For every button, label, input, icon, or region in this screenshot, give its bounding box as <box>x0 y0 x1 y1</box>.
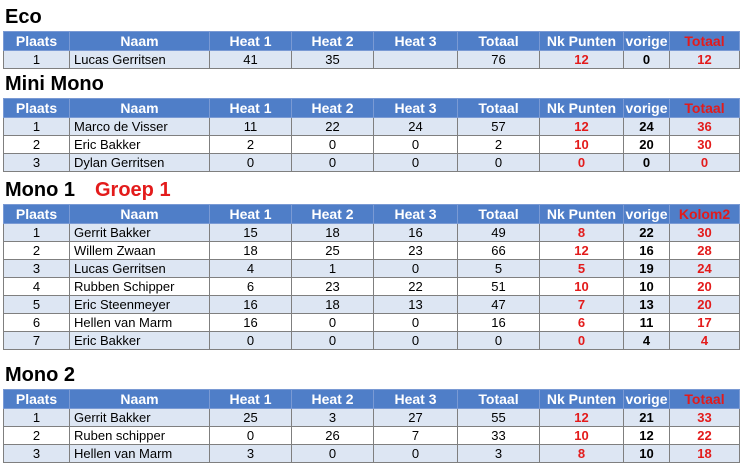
cell-vorige: 22 <box>624 224 670 242</box>
cell-totaal: 3 <box>458 445 540 463</box>
cell-nk-punten: 12 <box>540 51 624 69</box>
table-row <box>4 314 740 332</box>
cell-eindtotaal: 20 <box>670 296 740 314</box>
cell-heat-1: 3 <box>210 445 292 463</box>
table-row <box>4 427 740 445</box>
cell-totaal: 57 <box>458 118 540 136</box>
cell-plaats: 3 <box>4 260 70 278</box>
cell-eindtotaal: 36 <box>670 118 740 136</box>
header-naam: Naam <box>70 390 210 409</box>
cell-heat-2: 0 <box>292 136 374 154</box>
cell-naam: Dylan Gerritsen <box>70 154 210 172</box>
cell-heat-3: 27 <box>374 409 458 427</box>
cell-heat-2: 23 <box>292 278 374 296</box>
cell-nk-punten: 6 <box>540 314 624 332</box>
cell-vorige: 20 <box>624 136 670 154</box>
table-row <box>4 51 740 69</box>
table-row <box>4 154 740 172</box>
header-vorige: vorige <box>625 391 668 407</box>
section-title <box>3 361 739 389</box>
cell-naam: Rubben Schipper <box>70 278 210 296</box>
header-heat-3: Heat 3 <box>374 99 458 118</box>
cell-nk-punten: 5 <box>540 260 624 278</box>
cell-heat-1: 2 <box>210 136 292 154</box>
table-row <box>4 118 740 136</box>
cell-vorige: 16 <box>624 242 670 260</box>
cell-eindtotaal: 18 <box>670 445 740 463</box>
cell-heat-1: 41 <box>210 51 292 69</box>
cell-plaats: 3 <box>4 445 70 463</box>
cell-eindtotaal: 28 <box>670 242 740 260</box>
cell-vorige: 19 <box>624 260 670 278</box>
cell-heat-2: 26 <box>292 427 374 445</box>
section-title-text: Eco <box>5 6 42 28</box>
header-nk-punten: Nk Punten <box>540 390 624 409</box>
cell-plaats: 3 <box>4 154 70 172</box>
cell-totaal: 55 <box>458 409 540 427</box>
cell-heat-1: 18 <box>210 242 292 260</box>
cell-naam: Gerrit Bakker <box>70 409 210 427</box>
results-table <box>3 31 740 69</box>
cell-heat-1: 16 <box>210 296 292 314</box>
header-heat-1: Heat 1 <box>210 205 292 224</box>
cell-eindtotaal: 17 <box>670 314 740 332</box>
header-heat-1: Heat 1 <box>210 390 292 409</box>
cell-heat-3: 22 <box>374 278 458 296</box>
header-heat-2: Heat 2 <box>292 205 374 224</box>
header-naam: Naam <box>70 205 210 224</box>
table-row <box>4 409 740 427</box>
cell-eindtotaal: 33 <box>670 409 740 427</box>
header-totaal: Totaal <box>458 99 540 118</box>
cell-nk-punten: 8 <box>540 445 624 463</box>
cell-naam: Lucas Gerritsen <box>70 260 210 278</box>
section-title-text: Mono 1 <box>5 179 75 201</box>
cell-heat-3: 0 <box>374 445 458 463</box>
table-row <box>4 278 740 296</box>
section-title-text: Mini Mono <box>5 73 104 95</box>
section-title <box>3 70 739 98</box>
cell-naam: Lucas Gerritsen <box>70 51 210 69</box>
cell-plaats: 5 <box>4 296 70 314</box>
cell-eindtotaal: 4 <box>670 332 740 350</box>
cell-heat-2: 18 <box>292 296 374 314</box>
header-vorige: vorige <box>625 33 668 49</box>
cell-vorige: 10 <box>624 445 670 463</box>
cell-plaats: 6 <box>4 314 70 332</box>
cell-heat-1: 16 <box>210 314 292 332</box>
cell-naam: Eric Steenmeyer <box>70 296 210 314</box>
cell-naam: Ruben schipper <box>70 427 210 445</box>
cell-nk-punten: 8 <box>540 224 624 242</box>
cell-nk-punten: 10 <box>540 136 624 154</box>
header-naam: Naam <box>70 32 210 51</box>
cell-naam: Gerrit Bakker <box>70 224 210 242</box>
header-heat-3: Heat 3 <box>374 205 458 224</box>
cell-heat-3: 0 <box>374 154 458 172</box>
header-vorige: vorige <box>625 206 668 222</box>
header-total: Totaal <box>670 99 740 118</box>
results-table <box>3 204 740 350</box>
section-title <box>3 176 739 204</box>
header-total: Totaal <box>670 32 740 51</box>
cell-vorige: 13 <box>624 296 670 314</box>
cell-heat-1: 15 <box>210 224 292 242</box>
cell-totaal: 76 <box>458 51 540 69</box>
cell-naam: Eric Bakker <box>70 136 210 154</box>
header-plaats: Plaats <box>4 32 70 51</box>
header-row <box>4 205 740 224</box>
cell-naam: Marco de Visser <box>70 118 210 136</box>
section-mono-1 <box>3 176 739 350</box>
table-row <box>4 445 740 463</box>
header-row <box>4 390 740 409</box>
cell-naam: Willem Zwaan <box>70 242 210 260</box>
cell-totaal: 51 <box>458 278 540 296</box>
section-group: Groep 1 <box>95 179 171 201</box>
cell-heat-3: 23 <box>374 242 458 260</box>
cell-naam: Eric Bakker <box>70 332 210 350</box>
section-mini-mono <box>3 70 739 172</box>
results-table <box>3 389 740 463</box>
section-mono-2 <box>3 361 739 463</box>
header-totaal: Totaal <box>458 205 540 224</box>
cell-plaats: 2 <box>4 242 70 260</box>
table-row <box>4 224 740 242</box>
cell-plaats: 1 <box>4 118 70 136</box>
header-nk-punten: Nk Punten <box>540 32 624 51</box>
section-title <box>3 3 739 31</box>
cell-heat-2: 25 <box>292 242 374 260</box>
table-row <box>4 296 740 314</box>
cell-heat-1: 0 <box>210 332 292 350</box>
cell-eindtotaal: 24 <box>670 260 740 278</box>
cell-vorige: 24 <box>624 118 670 136</box>
cell-heat-2: 0 <box>292 314 374 332</box>
cell-totaal: 49 <box>458 224 540 242</box>
header-row <box>4 99 740 118</box>
cell-heat-3: 7 <box>374 427 458 445</box>
cell-heat-3: 16 <box>374 224 458 242</box>
header-heat-1: Heat 1 <box>210 99 292 118</box>
cell-vorige: 0 <box>624 154 670 172</box>
header-naam: Naam <box>70 99 210 118</box>
header-heat-2: Heat 2 <box>292 32 374 51</box>
cell-totaal: 5 <box>458 260 540 278</box>
cell-eindtotaal: 12 <box>670 51 740 69</box>
cell-nk-punten: 12 <box>540 409 624 427</box>
header-total: Kolom2 <box>670 205 740 224</box>
header-plaats: Plaats <box>4 390 70 409</box>
cell-nk-punten: 12 <box>540 242 624 260</box>
header-row <box>4 32 740 51</box>
cell-totaal: 2 <box>458 136 540 154</box>
cell-heat-2: 0 <box>292 154 374 172</box>
cell-heat-1: 4 <box>210 260 292 278</box>
header-heat-2: Heat 2 <box>292 390 374 409</box>
header-total: Totaal <box>670 390 740 409</box>
header-totaal: Totaal <box>458 390 540 409</box>
cell-nk-punten: 7 <box>540 296 624 314</box>
cell-heat-1: 6 <box>210 278 292 296</box>
section-title-text: Mono 2 <box>5 364 75 386</box>
header-nk-punten: Nk Punten <box>540 99 624 118</box>
cell-plaats: 1 <box>4 224 70 242</box>
cell-heat-2: 3 <box>292 409 374 427</box>
cell-eindtotaal: 20 <box>670 278 740 296</box>
header-nk-punten: Nk Punten <box>540 205 624 224</box>
cell-plaats: 2 <box>4 136 70 154</box>
cell-plaats: 2 <box>4 427 70 445</box>
cell-heat-2: 0 <box>292 445 374 463</box>
table-row <box>4 136 740 154</box>
cell-heat-1: 11 <box>210 118 292 136</box>
table-row <box>4 260 740 278</box>
header-heat-3: Heat 3 <box>374 32 458 51</box>
cell-heat-3: 13 <box>374 296 458 314</box>
cell-heat-2: 35 <box>292 51 374 69</box>
cell-nk-punten: 10 <box>540 427 624 445</box>
section-eco <box>3 3 739 69</box>
cell-heat-3 <box>374 51 458 69</box>
table-row <box>4 332 740 350</box>
cell-vorige: 21 <box>624 409 670 427</box>
cell-heat-3: 0 <box>374 260 458 278</box>
cell-heat-2: 1 <box>292 260 374 278</box>
cell-totaal: 0 <box>458 332 540 350</box>
header-plaats: Plaats <box>4 205 70 224</box>
cell-totaal: 47 <box>458 296 540 314</box>
cell-vorige: 10 <box>624 278 670 296</box>
cell-vorige: 11 <box>624 314 670 332</box>
header-heat-2: Heat 2 <box>292 99 374 118</box>
cell-vorige: 4 <box>624 332 670 350</box>
cell-heat-2: 22 <box>292 118 374 136</box>
cell-vorige: 12 <box>624 427 670 445</box>
header-heat-1: Heat 1 <box>210 32 292 51</box>
cell-eindtotaal: 30 <box>670 136 740 154</box>
cell-heat-1: 25 <box>210 409 292 427</box>
cell-plaats: 7 <box>4 332 70 350</box>
cell-plaats: 1 <box>4 51 70 69</box>
header-plaats: Plaats <box>4 99 70 118</box>
cell-heat-3: 0 <box>374 314 458 332</box>
cell-totaal: 0 <box>458 154 540 172</box>
cell-naam: Hellen van Marm <box>70 445 210 463</box>
cell-eindtotaal: 0 <box>670 154 740 172</box>
cell-naam: Hellen van Marm <box>70 314 210 332</box>
cell-nk-punten: 0 <box>540 332 624 350</box>
cell-heat-1: 0 <box>210 154 292 172</box>
cell-nk-punten: 0 <box>540 154 624 172</box>
cell-vorige: 0 <box>624 51 670 69</box>
cell-heat-3: 24 <box>374 118 458 136</box>
cell-heat-3: 0 <box>374 332 458 350</box>
header-vorige: vorige <box>625 100 668 116</box>
cell-heat-2: 18 <box>292 224 374 242</box>
cell-heat-1: 0 <box>210 427 292 445</box>
cell-heat-3: 0 <box>374 136 458 154</box>
header-totaal: Totaal <box>458 32 540 51</box>
cell-totaal: 33 <box>458 427 540 445</box>
cell-plaats: 1 <box>4 409 70 427</box>
cell-nk-punten: 12 <box>540 118 624 136</box>
cell-heat-2: 0 <box>292 332 374 350</box>
cell-eindtotaal: 22 <box>670 427 740 445</box>
cell-nk-punten: 10 <box>540 278 624 296</box>
header-heat-3: Heat 3 <box>374 390 458 409</box>
results-table <box>3 98 740 172</box>
cell-totaal: 66 <box>458 242 540 260</box>
cell-totaal: 16 <box>458 314 540 332</box>
cell-plaats: 4 <box>4 278 70 296</box>
table-row <box>4 242 740 260</box>
cell-eindtotaal: 30 <box>670 224 740 242</box>
